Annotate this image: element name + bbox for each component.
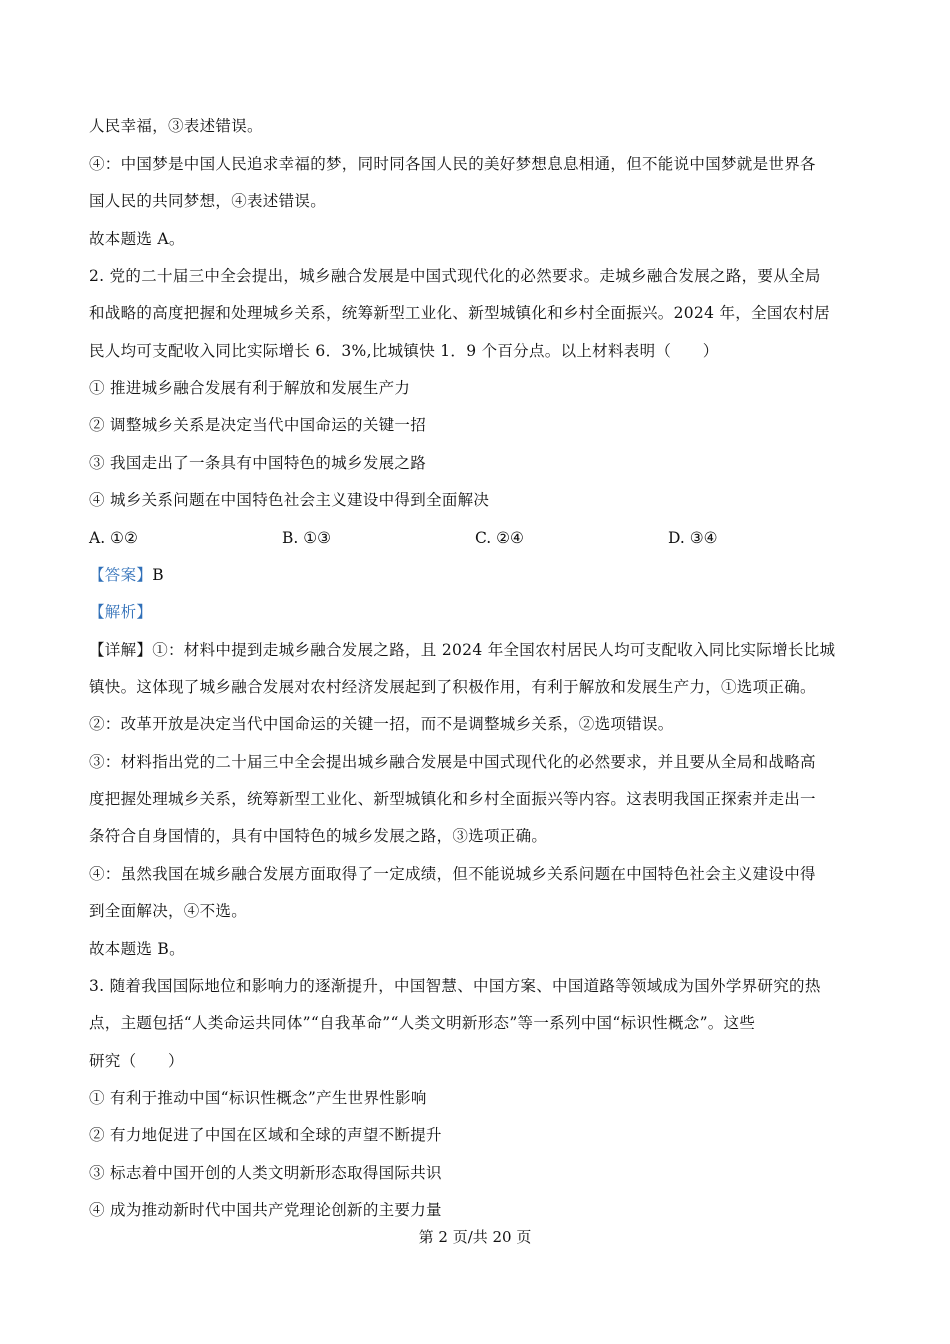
answer-value: B [152, 566, 164, 584]
detail-line: 到全面解决，④不选。 [89, 902, 248, 920]
answer-tag: 【答案】 [89, 566, 153, 584]
option-a: A. ①② [89, 529, 138, 547]
text-line: 故本题选 A。 [89, 230, 185, 248]
detail-line: 度把握处理城乡关系，统筹新型工业化、新型城镇化和乡村全面振兴等内容。这表明我国正探索并走出一 [89, 790, 816, 808]
statement-3: ③ 标志着中国开创的人类文明新形态取得国际共识 [89, 1164, 442, 1182]
statement-1: ① 有利于推动中国“标识性概念”产生世界性影响 [89, 1089, 427, 1107]
option-d: D. ③④ [668, 529, 718, 547]
page-footer: 第 2 页/共 20 页 [418, 1228, 532, 1246]
detail-line [89, 640, 879, 660]
statement-1: ① 推进城乡融合发展有利于解放和发展生产力 [89, 379, 411, 397]
detail-line: 条符合自身国情的，具有中国特色的城乡发展之路，③选项正确。 [89, 827, 548, 845]
text-line: ④：中国梦是中国人民追求幸福的梦，同时同各国人民的美好梦想息息相通，但不能说中国梦就是世界各 [89, 155, 816, 173]
detail-tag: 【详解】 [89, 641, 153, 659]
detail-line: ③：材料指出党的二十届三中全会提出城乡融合发展是中国式现代化的必然要求，并且要从全局和战略高 [89, 753, 816, 771]
question-2-stem: 和战略的高度把握和处理城乡关系，统筹新型工业化、新型城镇化和乡村全面振兴。2024 年，全国农村居 [89, 304, 831, 322]
statement-4: ④ 成为推动新时代中国共产党理论创新的主要力量 [89, 1201, 442, 1219]
detail-text: ①：材料中提到走城乡融合发展之路，且 2024 年全国农村居民人均可支配收入同比实际增长比城 [152, 641, 836, 659]
option-c: C. ②④ [475, 529, 524, 547]
detail-line: 故本题选 B。 [89, 940, 185, 958]
detail-line: ④：虽然我国在城乡融合发展方面取得了一定成绩，但不能说城乡关系问题在中国特色社会主义建设中得 [89, 865, 816, 883]
analysis-tag: 【解析】 [89, 603, 153, 621]
question-2-stem: 民人均可支配收入同比实际增长 6．3%,比城镇快 1．9 个百分点。以上材料表明（ ） [89, 342, 719, 360]
answer-line [89, 565, 879, 585]
statement-2: ② 调整城乡关系是决定当代中国命运的关键一招 [89, 416, 427, 434]
statement-3: ③ 我国走出了一条具有中国特色的城乡发展之路 [89, 454, 427, 472]
statement-2: ② 有力地促进了中国在区域和全球的声望不断提升 [89, 1126, 442, 1144]
question-3-stem: 3. 随着我国国际地位和影响力的逐渐提升，中国智慧、中国方案、中国道路等领域成为国外学界研究的热 [89, 977, 821, 995]
option-b: B. ①③ [282, 529, 332, 547]
question-3-stem: 研究（ ） [89, 1052, 184, 1070]
question-2-stem: 2. 党的二十届三中全会提出，城乡融合发展是中国式现代化的必然要求。走城乡融合发展之路，要从全局 [89, 267, 821, 285]
statement-4: ④ 城乡关系问题在中国特色社会主义建设中得到全面解决 [89, 491, 490, 509]
text-line: 人民幸福，③表述错误。 [89, 117, 263, 135]
detail-line: 镇快。这体现了城乡融合发展对农村经济发展起到了积极作用，有利于解放和发展生产力，①选项正确。 [89, 678, 816, 696]
question-3-stem: 点，主题包括“人类命运共同体”“自我革命”“人类文明新形态”等一系列中国“标识性概念”。这些 [89, 1014, 756, 1032]
detail-line: ②：改革开放是决定当代中国命运的关键一招，而不是调整城乡关系，②选项错误。 [89, 715, 674, 733]
text-line: 国人民的共同梦想，④表述错误。 [89, 192, 327, 210]
